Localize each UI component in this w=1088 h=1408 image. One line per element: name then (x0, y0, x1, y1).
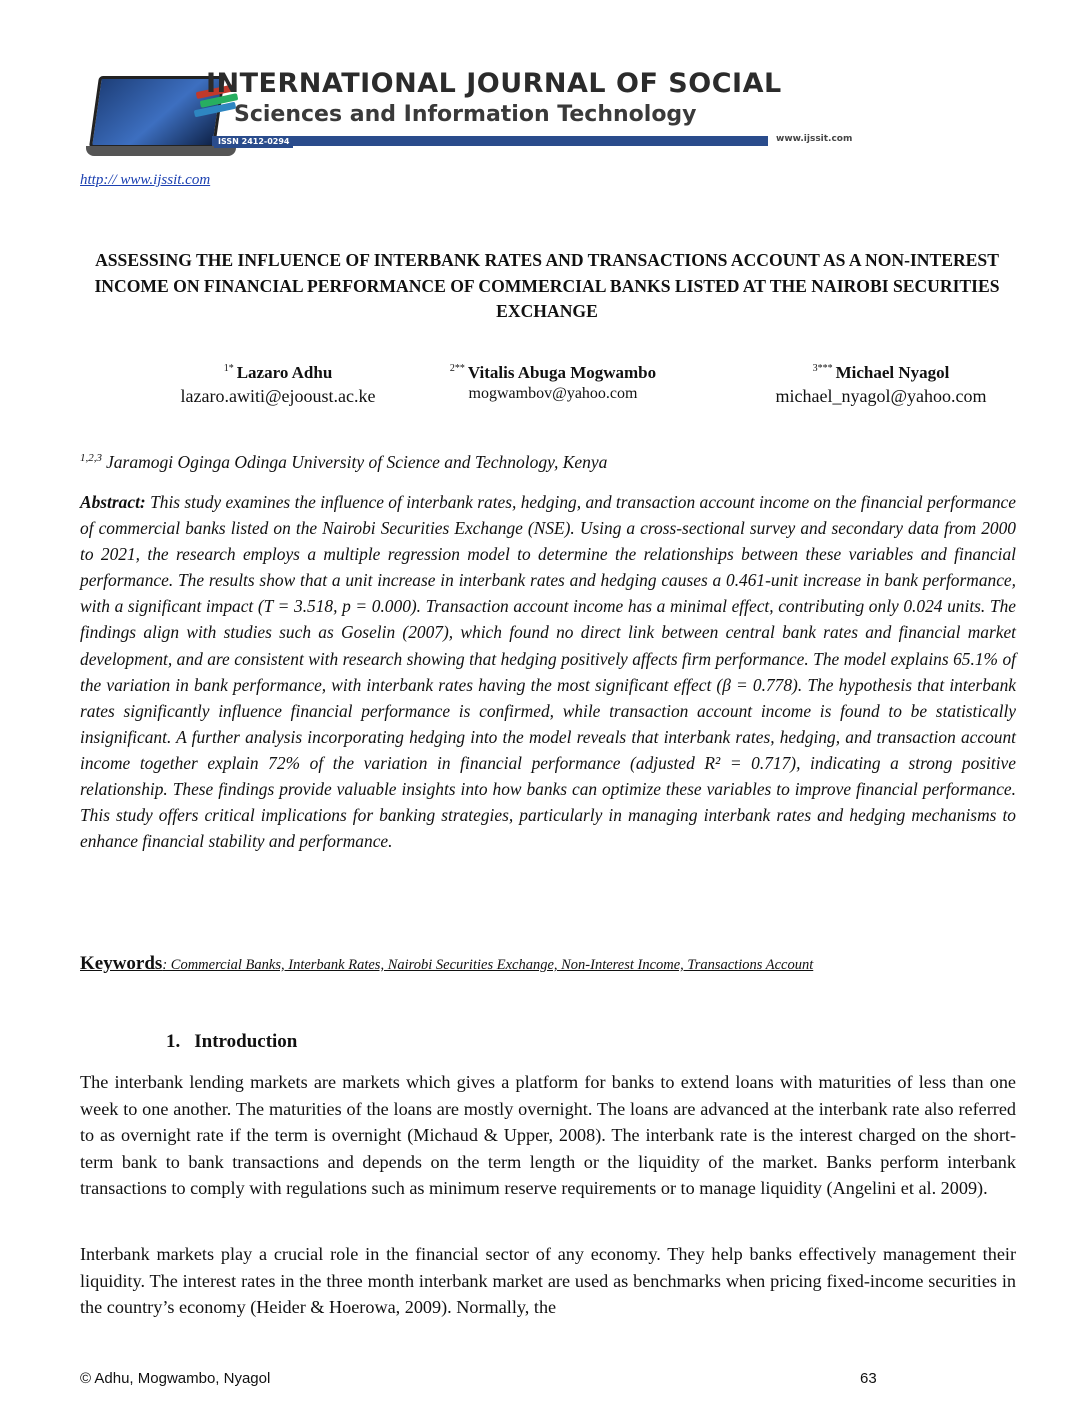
author-email: michael_nyagol@yahoo.com (775, 386, 987, 406)
abstract-label: Abstract: (80, 492, 146, 512)
author-name-text: Michael Nyagol (835, 363, 950, 382)
affiliation-marker: 1,2,3 (80, 452, 102, 465)
journal-subtitle: Sciences and Information Technology (234, 102, 697, 127)
author-email: lazaro.awiti@ejooust.ac.ke (180, 386, 376, 406)
abstract (80, 489, 1016, 854)
affiliation (80, 452, 607, 473)
paper-title: ASSESSING THE INFLUENCE OF INTERBANK RATES AND TRANSACTIONS ACCOUNT AS A NON-INTEREST INCOME ON FINANCIAL PERFORMANCE OF COMMERCIAL BANKS LISTED AT THE NAIROBI SECURITIES EXCHANGE (94, 250, 1000, 321)
author-email: mogwambov@yahoo.com (468, 385, 638, 402)
section-heading (166, 1031, 297, 1053)
body-paragraph: Interbank markets play a crucial role in the financial sector of any economy. They help banks effectively management their liquidity. The interest rates in the three month interbank market are used as benchmarks when pricing fixed-income securities in the country’s economy (Heider & Hoerowa, 2009). Normally, the (80, 1244, 1016, 1317)
author-name (750, 363, 1012, 383)
author-name-text: Vitalis Abuga Mogwambo (467, 363, 657, 382)
affiliation-text: Jaramogi Oginga Odinga University of Science and Technology, Kenya (106, 452, 608, 472)
banner-bar (212, 136, 768, 146)
author-marker: 1* (223, 363, 234, 375)
section-number: 1. (166, 1031, 181, 1052)
author-1 (160, 363, 396, 407)
keywords-text: : Commercial Banks, Interbank Rates, Nairobi Securities Exchange, Non-Interest Income, Transactions Account (162, 957, 814, 973)
page-number: 63 (860, 1370, 877, 1387)
journal-issn: ISSN 2412-0294 (214, 136, 293, 148)
author-3 (750, 363, 1012, 407)
keywords-label: Keywords (80, 953, 163, 974)
journal-url: www.ijssit.com (776, 134, 853, 144)
journal-banner (82, 62, 852, 162)
abstract-text: This study examines the influence of interbank rates, hedging, and transaction account income on the financial performance of commercial banks listed on the Nairobi Securities Exchange (NSE). Using a cross-sectional survey and secondary data from 2000 to 2021, the research employs a multiple regression model to determine the relationships between these variables and financial performance. The results show that a unit increase in interbank rates and hedging causes a 0.461-unit increase in bank performance, with a significant impact (T = 3.518, p = 0.000). Transaction account income has a minimal effect, contributing only 0.024 units. The findings align with studies such as Goselin (2007), which found no direct link between central bank rates and financial market development, and are consistent with research showing that hedging positively affects firm performance. The model explains 65.1% of the variation in bank performance, with interbank rates having the most significant effect (β = 0.778). The hypothesis that interbank rates significantly influence financial performance is confirmed, while transaction account income is found to be statistically insignificant. A further analysis incorporating hedging into the model reveals that interbank rates, hedging, and transaction account income together explain 72% of the variation in financial performance (adjusted R² = 0.717), indicating a strong positive relationship. These findings provide valuable insights into how banks can optimize these variables to improve financial performance. This study offers critical implications for banking strategies, particularly in managing interbank rates and hedging mechanisms to enhance financial stability and performance. (80, 492, 1016, 852)
section-title: Introduction (194, 1031, 298, 1052)
author-name-text: Lazaro Adhu (236, 363, 333, 382)
journal-website-link[interactable]: http:// www.ijssit.com (80, 172, 211, 188)
author-marker: 3*** (812, 363, 833, 375)
author-name (424, 363, 682, 383)
keywords (80, 953, 1020, 975)
author-name (160, 363, 396, 383)
author-2 (424, 363, 682, 403)
body-paragraph: The interbank lending markets are markets which gives a platform for banks to extend loans with maturities of less than one week to one another. The maturities of the loans are mostly overnight. The loans are advanced at the interbank rate also referred to as overnight rate if the term is overnight (Michaud & Upper, 2008). The interbank rate is the interest charged on the short-term bank to bank transactions and depends on the term length or the liquidity of the market. Banks perform interbank transactions to comply with regulations such as minimum reserve requirements or to manage liquidity (Angelini et al. 2009). (80, 1072, 1016, 1198)
footer-copyright: © Adhu, Mogwambo, Nyagol (80, 1370, 271, 1387)
author-marker: 2** (449, 363, 465, 375)
journal-title: INTERNATIONAL JOURNAL OF SOCIAL (206, 68, 782, 99)
